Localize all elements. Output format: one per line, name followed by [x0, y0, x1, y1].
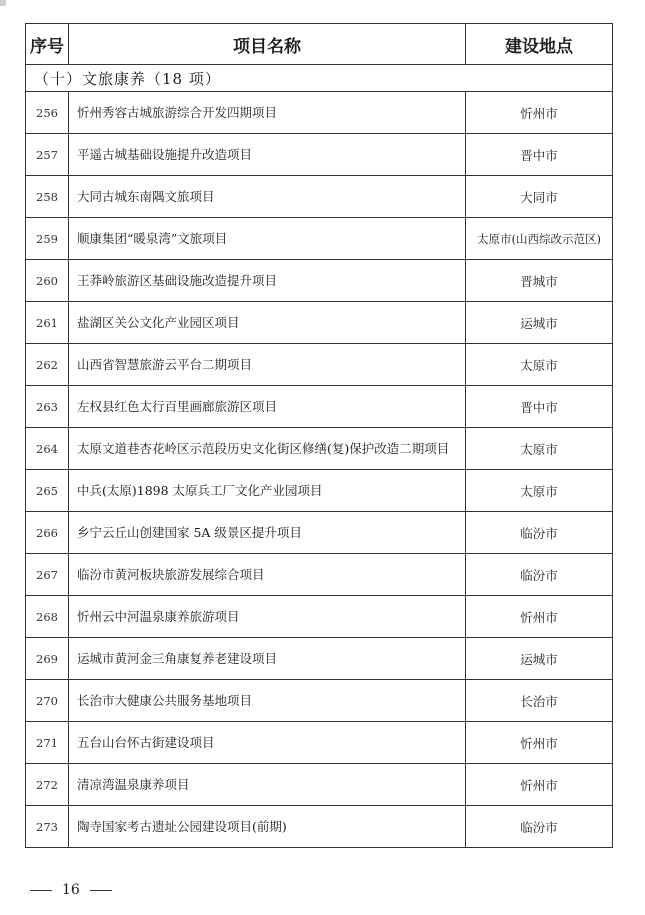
- project-location: 忻州市: [466, 596, 613, 638]
- project-location: 太原市: [466, 344, 613, 386]
- project-name: 太原文道巷杏花岭区示范段历史文化街区修缮(复)保护改造二期项目: [69, 428, 466, 470]
- project-name: 运城市黄河金三角康复养老建设项目: [69, 638, 466, 680]
- project-location: 大同市: [466, 176, 613, 218]
- table-row: [26, 470, 613, 512]
- project-name: 盐湖区关公文化产业园区项目: [69, 302, 466, 344]
- row-number: 266: [26, 512, 69, 554]
- table-header-row: [26, 24, 613, 65]
- project-location: 忻州市: [466, 764, 613, 806]
- table-row: [26, 134, 613, 176]
- row-number: 271: [26, 722, 69, 764]
- row-number: 256: [26, 92, 69, 134]
- row-number: 269: [26, 638, 69, 680]
- row-number: 267: [26, 554, 69, 596]
- section-heading-row: [26, 65, 613, 92]
- project-location: 忻州市: [466, 722, 613, 764]
- row-number: 273: [26, 806, 69, 848]
- project-name: 左权县红色太行百里画廊旅游区项目: [69, 386, 466, 428]
- page-number: 16: [62, 882, 80, 898]
- page-corner-mark: [0, 0, 6, 6]
- row-number: 262: [26, 344, 69, 386]
- row-number: 261: [26, 302, 69, 344]
- row-number: 257: [26, 134, 69, 176]
- project-location: 太原市: [466, 470, 613, 512]
- project-location: 太原市(山西综改示范区): [466, 218, 613, 260]
- project-location: 太原市: [466, 428, 613, 470]
- project-name: 山西省智慧旅游云平台二期项目: [69, 344, 466, 386]
- project-location: 晋城市: [466, 260, 613, 302]
- table-row: [26, 92, 613, 134]
- footer-dash-left: [30, 890, 52, 891]
- table-row: [26, 344, 613, 386]
- table-row: [26, 680, 613, 722]
- table-row: [26, 512, 613, 554]
- table-row: [26, 260, 613, 302]
- table-row: [26, 554, 613, 596]
- project-name: 忻州秀容古城旅游综合开发四期项目: [69, 92, 466, 134]
- row-number: 272: [26, 764, 69, 806]
- table-row: [26, 218, 613, 260]
- project-location: 临汾市: [466, 806, 613, 848]
- project-location: 运城市: [466, 638, 613, 680]
- project-name: 中兵(太原)1898 太原兵工厂文化产业园项目: [69, 470, 466, 512]
- header-location: 建设地点: [466, 24, 613, 65]
- page-footer: [30, 882, 112, 898]
- row-number: 263: [26, 386, 69, 428]
- table-row: [26, 176, 613, 218]
- row-number: 270: [26, 680, 69, 722]
- project-name: 顺康集团“暖泉湾”文旅项目: [69, 218, 466, 260]
- project-table: [25, 23, 613, 848]
- project-location: 晋中市: [466, 134, 613, 176]
- project-location: 临汾市: [466, 512, 613, 554]
- table-row: [26, 596, 613, 638]
- table-row: [26, 386, 613, 428]
- project-name: 五台山台怀古街建设项目: [69, 722, 466, 764]
- header-name: 项目名称: [69, 24, 466, 65]
- row-number: 268: [26, 596, 69, 638]
- project-location: 运城市: [466, 302, 613, 344]
- section-heading: （十）文旅康养（18 项）: [26, 65, 613, 92]
- project-location: 长治市: [466, 680, 613, 722]
- row-number: 258: [26, 176, 69, 218]
- row-number: 264: [26, 428, 69, 470]
- row-number: 259: [26, 218, 69, 260]
- table-row: [26, 428, 613, 470]
- table-row: [26, 722, 613, 764]
- project-location: 忻州市: [466, 92, 613, 134]
- footer-dash-right: [90, 890, 112, 891]
- project-location: 晋中市: [466, 386, 613, 428]
- project-name: 临汾市黄河板块旅游发展综合项目: [69, 554, 466, 596]
- row-number: 260: [26, 260, 69, 302]
- project-name: 乡宁云丘山创建国家 5A 级景区提升项目: [69, 512, 466, 554]
- row-number: 265: [26, 470, 69, 512]
- project-name: 清凉湾温泉康养项目: [69, 764, 466, 806]
- table-row: [26, 302, 613, 344]
- project-name: 陶寺国家考古遗址公园建设项目(前期): [69, 806, 466, 848]
- project-location: 临汾市: [466, 554, 613, 596]
- project-name: 平遥古城基础设施提升改造项目: [69, 134, 466, 176]
- project-name: 长治市大健康公共服务基地项目: [69, 680, 466, 722]
- table-row: [26, 764, 613, 806]
- project-name: 忻州云中河温泉康养旅游项目: [69, 596, 466, 638]
- table-row: [26, 806, 613, 848]
- project-name: 王莽岭旅游区基础设施改造提升项目: [69, 260, 466, 302]
- project-name: 大同古城东南隅文旅项目: [69, 176, 466, 218]
- table-row: [26, 638, 613, 680]
- header-no: 序号: [26, 24, 69, 65]
